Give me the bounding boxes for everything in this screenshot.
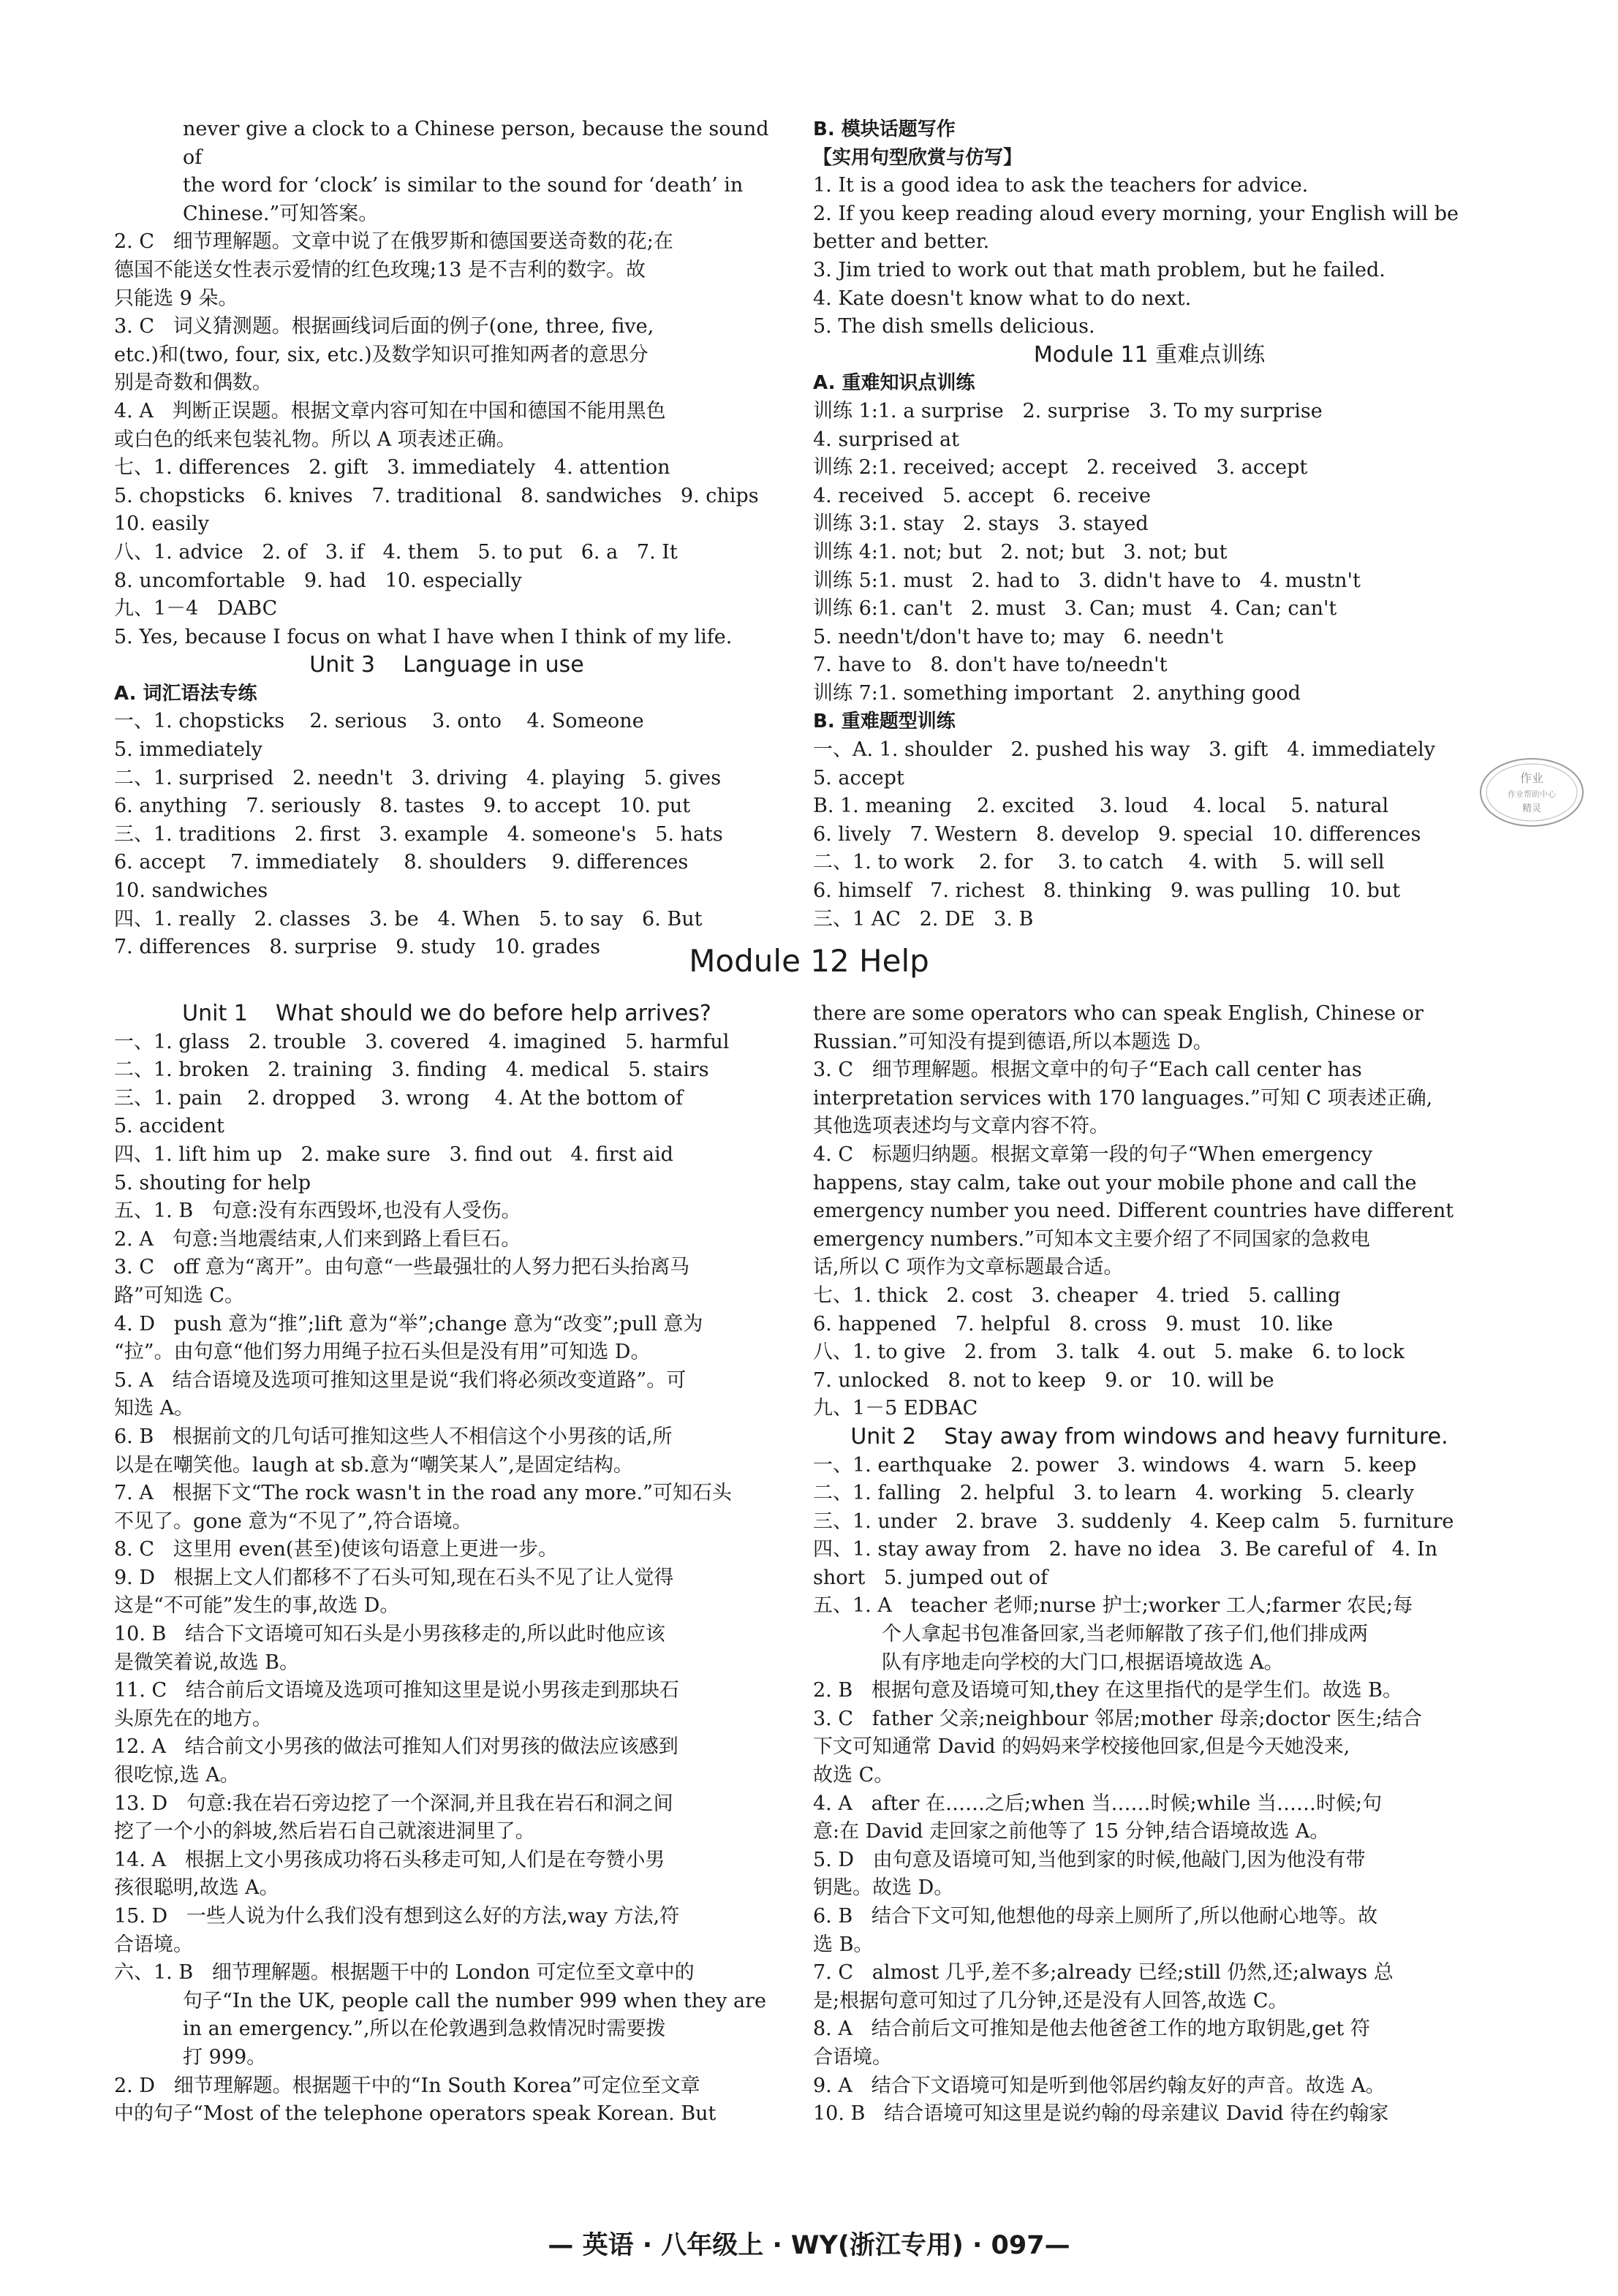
- answer-line: 或白色的纸来包装礼物。所以 A 项表述正确。: [114, 428, 516, 451]
- section-heading: A. 词汇语法专练: [114, 682, 257, 705]
- answer-line: 挖了一个小的斜坡,然后岩石自己就滚进洞里了。: [114, 1820, 535, 1844]
- answer-line: 二、1. surprised 2. needn't 3. driving 4. playing 5. gives: [114, 766, 722, 789]
- answer-line: 7. C almost 几乎,差不多;already 已经;still 仍然,还;always 总: [813, 1961, 1394, 1985]
- answer-line: 七、1. thick 2. cost 3. cheaper 4. tried 5. calling: [813, 1284, 1341, 1307]
- answer-line: 12. A 结合前文小男孩的做法可推知人们对男孩的做法应该感到: [114, 1735, 678, 1759]
- answer-line: 3. C 细节理解题。根据文章中的句子“Each call center has: [813, 1058, 1362, 1082]
- answer-line: 1. It is a good idea to ask the teachers for advice.: [813, 174, 1309, 197]
- answer-line: 队有序地走向学校的大门口,根据语境故选 A。: [882, 1651, 1284, 1674]
- answer-line: 其他选项表述均与文章内容不符。: [813, 1115, 1109, 1138]
- answer-line: 7. unlocked 8. not to keep 9. or 10. will be: [813, 1368, 1274, 1392]
- answer-line: 话,所以 C 项作为文章标题最合适。: [813, 1256, 1124, 1279]
- answer-line: 7. A 根据下文“The rock wasn't in the road any more.”可知石头: [114, 1482, 732, 1505]
- top-right-column: [813, 115, 1486, 933]
- answer-line: 6. B 根据前文的几句话可推知这些人不相信这个小男孩的话,所: [114, 1425, 673, 1448]
- answer-line: 5. The dish smells delicious.: [813, 315, 1095, 338]
- answer-line: Chinese.”可知答案。: [183, 202, 379, 225]
- answer-line: 六、1. B 细节理解题。根据题干中的 London 可定位至文章中的: [114, 1961, 695, 1985]
- answer-line: 2. B 根据句意及语境可知,they 在这里指代的是学生们。故选 B。: [813, 1679, 1402, 1702]
- page-footer: — 英语 · 八年级上 · WY(浙江专用) · 097—: [548, 2231, 1070, 2260]
- answer-line: 10. easily: [114, 512, 209, 536]
- answer-line: 一、1. glass 2. trouble 3. covered 4. imagined 5. harmful: [114, 1030, 730, 1053]
- answer-line: 只能选 9 朵。: [114, 287, 238, 310]
- answer-line: 3. C 词义猜测题。根据画线词后面的例子(one, three, five,: [114, 315, 654, 338]
- module-12-title: Module 12 Help: [689, 943, 929, 979]
- answer-line: 6. anything 7. seriously 8. tastes 9. to accept 10. put: [114, 795, 691, 818]
- answer-line: 6. lively 7. Western 8. develop 9. special 10. differences: [813, 822, 1421, 846]
- answer-line: 九、1－5 EDBAC: [813, 1397, 978, 1420]
- answer-line: short 5. jumped out of: [813, 1566, 1048, 1589]
- answer-line: 以是在嘲笑他。laugh at sb.意为“嘲笑某人”,是固定结构。: [114, 1453, 633, 1477]
- answer-line: “拉”。由句意“他们努力用绳子拉石头但是没有用”可知选 D。: [114, 1341, 651, 1364]
- answer-line: 13. D 句意:我在岩石旁边挖了一个深洞,并且我在岩石和洞之间: [114, 1792, 673, 1815]
- answer-line: 九、1－4 DABC: [114, 597, 278, 621]
- answer-line: 3. C father 父亲;neighbour 邻居;mother 母亲;doctor 医生;结合: [813, 1707, 1422, 1730]
- answer-line: 四、1. stay away from 2. have no idea 3. Be careful of 4. In: [813, 1538, 1438, 1561]
- answer-line: interpretation services with 170 languages.”可知 C 项表述正确,: [813, 1086, 1433, 1110]
- answer-line: 个人拿起书包准备回家,当老师解散了孩子们,他们排成两: [882, 1623, 1369, 1646]
- answer-line: 9. D 根据上文人们都移不了石头可知,现在石头不见了让人觉得: [114, 1566, 674, 1589]
- answer-line: emergency number you need. Different countries have different: [813, 1200, 1454, 1223]
- answer-line: 训练 7:1. something important 2. anything good: [813, 681, 1301, 705]
- answer-line: there are some operators who can speak English, Chinese or: [813, 1002, 1424, 1025]
- answer-line: 意:在 David 走回家之前他等了 15 分钟,结合语境故选 A。: [813, 1820, 1330, 1844]
- answer-line: 7. have to 8. don't have to/needn't: [813, 653, 1168, 677]
- answer-line: 5. A 结合语境及选项可推知这里是说“我们将必须改变道路”。可: [114, 1368, 687, 1392]
- answer-line: 德国不能送女性表示爱情的红色玫瑰;13 是不吉利的数字。故: [114, 258, 646, 281]
- answer-line: 五、1. B 句意:没有东西毁坏,也没有人受伤。: [114, 1200, 521, 1223]
- answer-line: 三、1. traditions 2. first 3. example 4. someone's 5. hats: [114, 822, 723, 846]
- answer-line: 10. sandwiches: [114, 879, 268, 903]
- answer-line: 6. happened 7. helpful 8. cross 9. must 10. like: [813, 1312, 1334, 1335]
- answer-line: emergency numbers.”可知本文主要介绍了不同国家的急救电: [813, 1227, 1370, 1251]
- answer-line: 6. B 结合下文可知,他想他的母亲上厕所了,所以他耐心地等。故: [813, 1905, 1378, 1928]
- answer-line: 七、1. differences 2. gift 3. immediately 4. attention: [114, 456, 670, 480]
- answer-line: 八、1. to give 2. from 3. talk 4. out 5. make 6. to lock: [813, 1341, 1405, 1364]
- answer-line: 合语境。: [813, 2045, 892, 2069]
- answer-line: 训练 4:1. not; but 2. not; but 3. not; but: [813, 540, 1228, 564]
- answer-line: 4. Kate doesn't know what to do next.: [813, 287, 1192, 310]
- answer-line: better and better.: [813, 230, 990, 254]
- top-left-column: [114, 115, 779, 962]
- answer-line: 2. If you keep reading aloud every morning, your English will be: [813, 202, 1459, 225]
- answer-line: 6. accept 7. immediately 8. shoulders 9. differences: [114, 851, 689, 874]
- answer-line: the word for ‘clock’ is similar to the sound for ‘death’ in: [183, 174, 744, 197]
- answer-line: 8. A 结合前后文可推知是他去他爸爸工作的地方取钥匙,get 符: [813, 2017, 1370, 2041]
- answer-line: 5. accident: [114, 1115, 224, 1138]
- section-heading: B. 重难题型训练: [813, 711, 956, 733]
- answer-line: 5. immediately: [114, 738, 262, 762]
- section-title: Module 11 重难点训练: [1033, 341, 1266, 368]
- answer-line: 三、1 AC 2. DE 3. B: [813, 907, 1034, 931]
- section-title: Unit 1 What should we do before help arrives?: [182, 1001, 711, 1026]
- answer-line: 选 B。: [813, 1933, 874, 1956]
- answer-line: 训练 2:1. received; accept 2. received 3. accept: [813, 456, 1308, 480]
- answer-line: Russian.”可知没有提到德语,所以本题选 D。: [813, 1030, 1213, 1053]
- answer-line: 八、1. advice 2. of 3. if 4. them 5. to put 6. a 7. It: [114, 540, 678, 564]
- bottom-right-column: [813, 1000, 1486, 2129]
- section-heading: 【实用句型欣赏与仿写】: [813, 146, 1023, 169]
- answer-line: 11. C 结合前后文语境及选项可推知这里是说小男孩走到那块石: [114, 1679, 679, 1702]
- answer-line: 头原先在的地方。: [114, 1707, 272, 1730]
- section-heading: A. 重难知识点训练: [813, 372, 975, 395]
- answer-line: 是;根据句意可知过了几分钟,还是没有人回答,故选 C。: [813, 1989, 1288, 2012]
- answer-line: 训练 1:1. a surprise 2. surprise 3. To my surprise: [813, 399, 1323, 423]
- answer-line: 二、1. broken 2. training 3. finding 4. medical 5. stairs: [114, 1058, 709, 1082]
- answer-line: 这是“不可能”发生的事,故选 D。: [114, 1594, 400, 1618]
- answer-line: 7. differences 8. surprise 9. study 10. grades: [114, 936, 600, 959]
- answer-line: 一、1. earthquake 2. power 3. windows 4. warn 5. keep: [813, 1453, 1417, 1477]
- stamp-line-3: 精灵: [1521, 803, 1542, 814]
- answer-line: 14. A 根据上文小男孩成功将石头移走可知,人们是在夸赞小男: [114, 1848, 665, 1871]
- answer-line: 5. chopsticks 6. knives 7. traditional 8. sandwiches 9. chips: [114, 484, 759, 507]
- answer-line: 5. needn't/don't have to; may 6. needn't: [813, 625, 1223, 648]
- answer-line: 下文可知通常 David 的妈妈来学校接他回家,但是今天她没来,: [813, 1735, 1350, 1759]
- answer-line: 训练 5:1. must 2. had to 3. didn't have to 4. mustn't: [813, 569, 1361, 592]
- homework-stamp-logo: [1477, 754, 1587, 830]
- answer-line: 句子“In the UK, people call the number 999 when they are: [183, 1989, 766, 2012]
- stamp-line-1: 作业: [1519, 771, 1544, 785]
- answer-line: 5. D 由句意及语境可知,当他到家的时候,他敲门,因为他没有带: [813, 1848, 1366, 1871]
- answer-line: never give a clock to a Chinese person, because the sound of: [183, 118, 776, 169]
- answer-line: 5. accept: [813, 766, 904, 789]
- answer-line: 10. B 结合下文语境可知石头是小男孩移走的,所以此时他应该: [114, 1623, 665, 1646]
- answer-line: 二、1. falling 2. helpful 3. to learn 4. working 5. clearly: [813, 1482, 1414, 1505]
- stamp-line-2: 作业帮助中心: [1508, 789, 1556, 799]
- answer-line: 四、1. lift him up 2. make sure 3. find out 4. first aid: [114, 1143, 673, 1166]
- answer-line: 很吃惊,选 A。: [114, 1764, 240, 1787]
- answer-line: 三、1. under 2. brave 3. suddenly 4. Keep calm 5. furniture: [813, 1509, 1454, 1533]
- answer-line: 8. C 这里用 even(甚至)使该句语意上更进一步。: [114, 1538, 558, 1561]
- answer-line: 打 999。: [183, 2045, 267, 2069]
- answer-line: 4. C 标题归纳题。根据文章第一段的句子“When emergency: [813, 1143, 1373, 1166]
- answer-line: 四、1. really 2. classes 3. be 4. When 5. to say 6. But: [114, 907, 703, 931]
- answer-line: 6. himself 7. richest 8. thinking 9. was pulling 10. but: [813, 879, 1401, 903]
- answer-line: 合语境。: [114, 1933, 193, 1956]
- answer-line: 中的句子“Most of the telephone operators speak Korean. But: [114, 2102, 717, 2126]
- answer-line: 2. C 细节理解题。文章中说了在俄罗斯和德国要送奇数的花;在: [114, 230, 673, 254]
- section-heading: B. 模块话题写作: [813, 118, 956, 140]
- answer-line: 2. A 句意:当地震结束,人们来到路上看巨石。: [114, 1227, 521, 1251]
- answer-line: 8. uncomfortable 9. had 10. especially: [114, 569, 522, 592]
- answer-line: 15. D 一些人说为什么我们没有想到这么好的方法,way 方法,符: [114, 1905, 680, 1928]
- answer-line: 10. B 结合语境可知这里是说约翰的母亲建议 David 待在约翰家: [813, 2102, 1389, 2126]
- section-title: Unit 3 Language in use: [309, 652, 584, 678]
- answer-line: 故选 C。: [813, 1764, 894, 1787]
- answer-line: 4. A 判断正误题。根据文章内容可知在中国和德国不能用黑色: [114, 399, 666, 423]
- answer-line: B. 1. meaning 2. excited 3. loud 4. local 5. natural: [813, 795, 1389, 818]
- answer-line: in an emergency.”,所以在伦敦遇到急救情况时需要拨: [183, 2017, 666, 2041]
- answer-line: 4. A after 在……之后;when 当……时候;while 当……时候;句: [813, 1792, 1383, 1815]
- answer-line: etc.)和(two, four, six, etc.)及数学知识可推知两者的意思分: [114, 343, 649, 366]
- answer-line: 二、1. to work 2. for 3. to catch 4. with 5. will sell: [813, 851, 1385, 874]
- answer-line: 别是奇数和偶数。: [114, 371, 272, 395]
- answer-line: 3. C off 意为“离开”。由句意“一些最强壮的人努力把石头抬离马: [114, 1256, 690, 1279]
- answer-line: 4. surprised at: [813, 428, 959, 451]
- answer-line: happens, stay calm, take out your mobile phone and call the: [813, 1171, 1417, 1194]
- answer-line: 4. received 5. accept 6. receive: [813, 484, 1151, 507]
- answer-line: 钥匙。故选 D。: [813, 1876, 954, 1900]
- section-title: Unit 2 Stay away from windows and heavy furniture.: [850, 1423, 1448, 1450]
- answer-line: 5. shouting for help: [114, 1171, 311, 1194]
- answer-line: 三、1. pain 2. dropped 3. wrong 4. At the bottom of: [114, 1086, 684, 1110]
- answer-line: 训练 6:1. can't 2. must 3. Can; must 4. Can; can't: [813, 597, 1337, 621]
- answer-line: 9. A 结合下文语境可知是听到他邻居约翰友好的声音。故选 A。: [813, 2074, 1385, 2097]
- answer-line: 孩很聪明,故选 A。: [114, 1876, 279, 1900]
- answer-line: 知选 A。: [114, 1397, 194, 1420]
- answer-line: 训练 3:1. stay 2. stays 3. stayed: [813, 512, 1149, 536]
- answer-line: 不见了。gone 意为“不见了”,符合语境。: [114, 1509, 472, 1533]
- bottom-left-column: [114, 1000, 779, 2129]
- answer-line: 路”可知选 C。: [114, 1284, 245, 1307]
- answer-line: 是微笑着说,故选 B。: [114, 1651, 300, 1674]
- answer-line: 一、1. chopsticks 2. serious 3. onto 4. Someone: [114, 710, 644, 733]
- answer-line: 3. Jim tried to work out that math problem, but he failed.: [813, 258, 1385, 281]
- answer-line: 2. D 细节理解题。根据题干中的“In South Korea”可定位至文章: [114, 2074, 700, 2097]
- answer-line: 4. D push 意为“推”;lift 意为“举”;change 意为“改变”;pull 意为: [114, 1312, 703, 1335]
- answer-line: 5. Yes, because I focus on what I have when I think of my life.: [114, 625, 733, 648]
- answer-line: 五、1. A teacher 老师;nurse 护士;worker 工人;farmer 农民;每: [813, 1594, 1413, 1618]
- answer-line: 一、A. 1. shoulder 2. pushed his way 3. gift 4. immediately: [813, 738, 1435, 762]
